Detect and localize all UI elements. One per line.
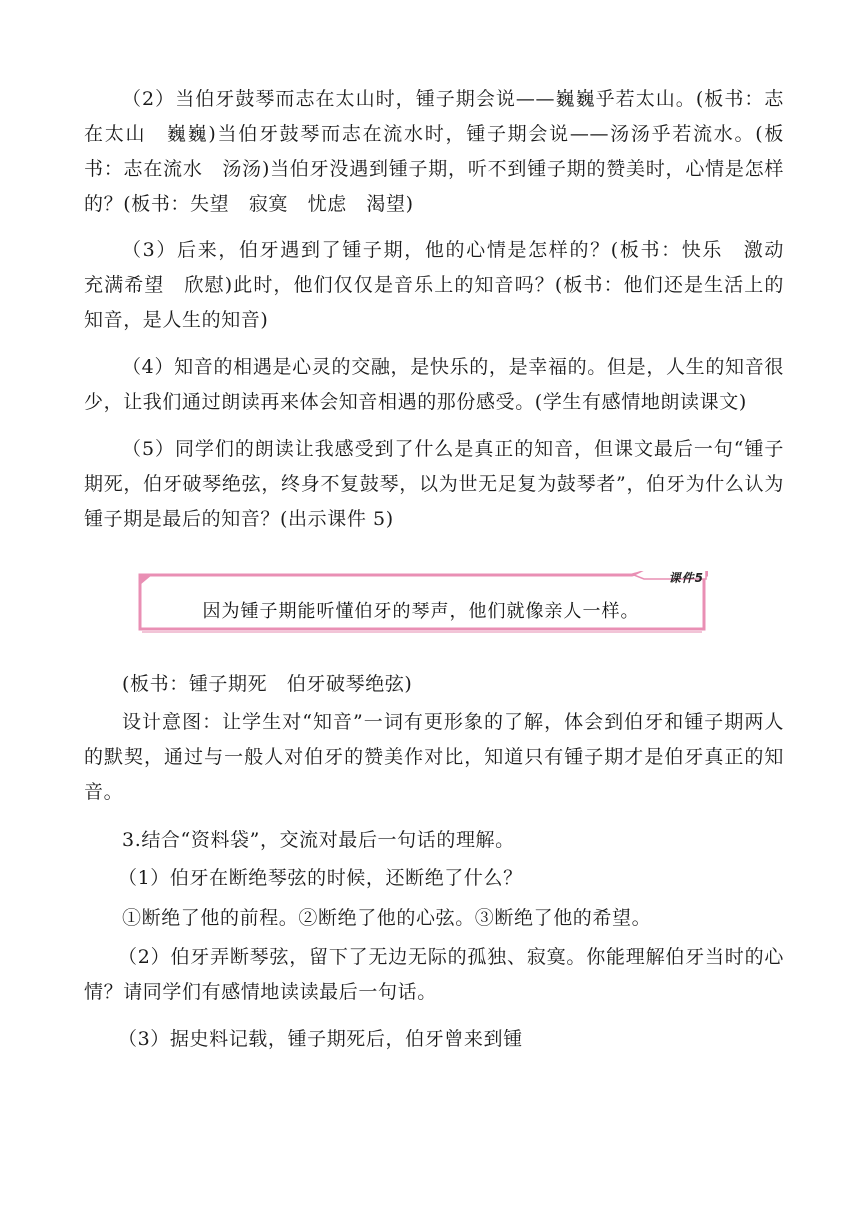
callout-text: 因为锺子期能听懂伯牙的琴声，他们就像亲人一样。	[202, 601, 640, 622]
paragraph-step-5: （5）同学们的朗读让我感受到了什么是真正的知音，但课文最后一句“锺子期死，伯牙破琴绝弦，终身不复鼓琴，以为世无足复为鼓琴者”，伯牙为什么认为锺子期是最后的知音？(出示课件 5)	[84, 438, 784, 530]
paragraph-step-2: （2）当伯牙鼓琴而志在太山时，锺子期会说——巍巍乎若太山。(板书：志在太山 巍巍)当伯牙鼓琴而志在流水时，锺子期会说——汤汤乎若流水。(板书：志在流水 汤汤)当伯牙没遇到锺子期，听不到锺子期的赞美时，心情是怎样的？(板书：失望 寂寞 忧虑 渴望)	[84, 88, 784, 215]
paragraph-design-intent: 设计意图：让学生对“知音”一词有更形象的了解，体会到伯牙和锺子期两人的默契，通过与一般人对伯牙的赞美作对比，知道只有锺子期才是伯牙真正的知音。	[84, 711, 784, 803]
question-3: （3）据史料记载，锺子期死后，伯牙曾来到锺	[118, 1028, 523, 1050]
courseware-tag: 课件5	[668, 571, 704, 585]
paragraph-step-3: （3）后来，伯牙遇到了锺子期，他的心情是怎样的？(板书：快乐 激动 充满希望 欣慰)此时，他们仅仅是音乐上的知音吗？(板书：他们还是生活上的知音，是人生的知音)	[84, 239, 804, 331]
paragraph-board: (板书：锺子期死 伯牙破琴绝弦)	[122, 673, 413, 695]
answer-1: ①断绝了他的前程。②断绝了他的心弦。③断绝了他的希望。	[122, 907, 652, 929]
paragraph-step-4: （4）知音的相遇是心灵的交融，是快乐的，是幸福的。但是，人生的知音很少，让我们通过朗读再来体会知音相遇的那份感受。(学生有感情地朗读课文)	[84, 356, 784, 413]
question-1: （1）伯牙在断绝琴弦的时候，还断绝了什么？	[118, 867, 523, 889]
courseware-callout-box	[134, 571, 708, 633]
section-heading-3: 3.结合“资料袋”，交流对最后一句话的理解。	[122, 829, 515, 851]
question-2: （2）伯牙弄断琴弦，留下了无边无际的孤独、寂寞。你能理解伯牙当时的心情？请同学们有感情地读读最后一句话。	[84, 946, 784, 1003]
